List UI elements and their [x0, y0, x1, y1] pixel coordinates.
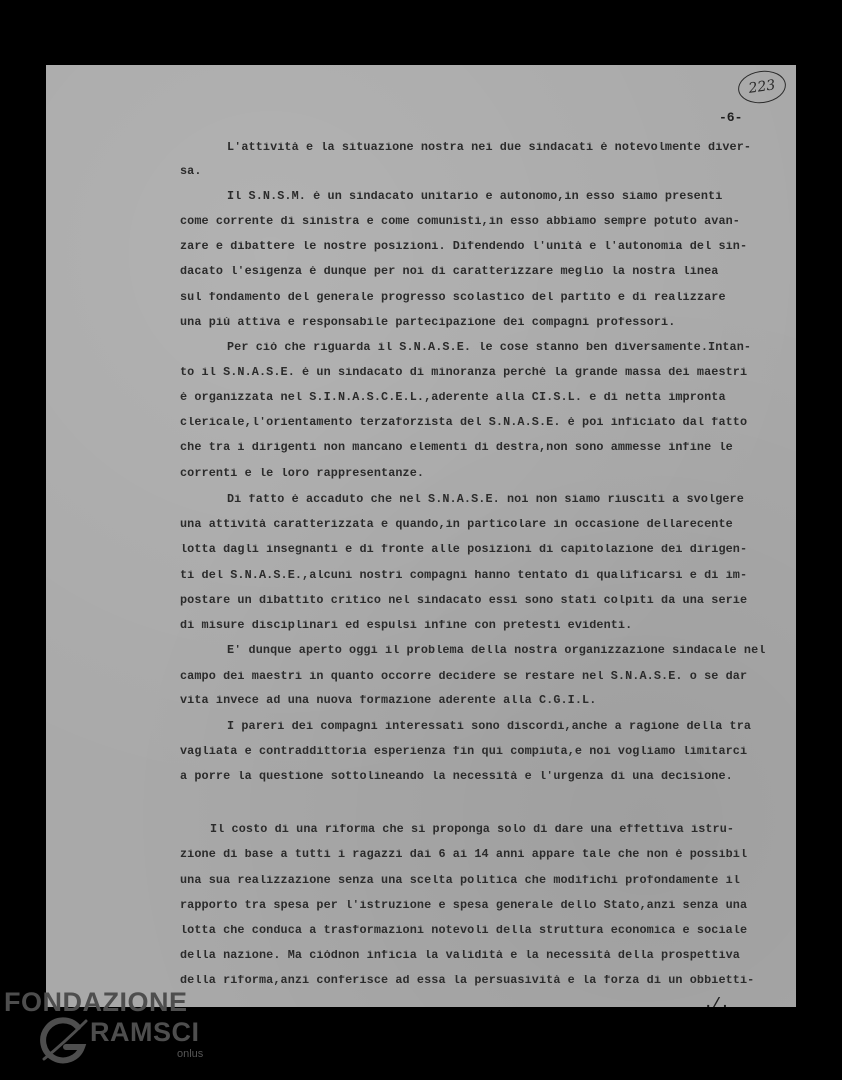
- text-line: sul fondamento del generale progresso scolastico del partito e di realizzare: [180, 292, 726, 304]
- gramsci-g-icon: [38, 1013, 90, 1065]
- text-line: a porre la questione sottolineando la necessità e l'urgenza di una decisione.: [180, 771, 733, 783]
- text-line: dacato l'esigenza è dunque per noi di caratterizzare meglio la nostra linea: [180, 266, 719, 278]
- text-line: zione di base a tutti i ragazzi dai 6 ai 14 anni appare tale che non è possibil: [180, 849, 748, 861]
- text-line: zare e dibattere le nostre posizioni. Difendendo l'unità e l'autonomia del sin-: [180, 241, 748, 253]
- text-line: sa.: [180, 166, 202, 178]
- text-line: I pareri dei compagni interessati sono discordi,anche a ragione della tra: [227, 721, 752, 733]
- text-line: una attività caratterizzata e quando,in particolare in occasione dellarecente: [180, 519, 733, 531]
- text-line: campo dei maestri in quanto occorre decidere se restare nel S.N.A.S.E. o se dar: [180, 671, 748, 683]
- text-line: di misure disciplinari ed espulsi infine con pretesti evidenti.: [180, 620, 633, 632]
- text-line: una più attiva e responsabile partecipazione dei compagni professori.: [180, 317, 676, 329]
- text-line: clericale,l'orientamento terzaforzista del S.N.A.S.E. è poi inficiato dal fatto: [180, 417, 748, 429]
- document-page: [46, 65, 796, 1007]
- text-line: rapporto tra spesa per l'istruzione e spesa generale dello Stato,anzi senza una: [180, 900, 748, 912]
- text-line: correnti e le loro rappresentanze.: [180, 468, 425, 480]
- watermark-line-3: onlus: [177, 1048, 204, 1060]
- text-line: lotta dagli insegnanti e di fronte alle posizioni di capitolazione dei dirigen-: [180, 544, 748, 556]
- fondazione-gramsci-watermark: [4, 985, 224, 1075]
- page-number: -6-: [719, 110, 743, 125]
- watermark-line-2: RAMSCI: [90, 1017, 200, 1047]
- text-line: Il S.N.S.M. è un sindacato unitario e autonomo,in esso siamo presenti: [227, 191, 723, 203]
- text-line: Per ciò che riguarda il S.N.A.S.E. le cose stanno ben diversamente.Intan-: [227, 342, 752, 354]
- archive-number-stamp: 223: [736, 68, 788, 106]
- text-line: postare un dibattito critico nel sindacato essi sono stati colpiti da una serie: [180, 595, 748, 607]
- text-line: della nazione. Ma ciòdnon inficia la validità e la necessità della prospettiva: [180, 950, 740, 962]
- continuation-mark: ./.: [704, 996, 730, 1007]
- text-line: è organizzata nel S.I.N.A.S.C.E.L.,aderente alla CI.S.L. e di netta impronta: [180, 392, 726, 404]
- text-line: Di fatto è accaduto che nel S.N.A.S.E. noi non siamo riusciti a svolgere: [227, 494, 744, 506]
- watermark-line-1: FONDAZIONE: [4, 987, 188, 1017]
- text-line: Il costo di una riforma che si proponga solo di dare una effettiva istru-: [210, 824, 735, 836]
- text-line: della riforma,anzi conferisce ad essa la persuasività e la forza di un obbietti-: [180, 975, 755, 987]
- text-line: lotta che conduca a trasformazioni notevoli della struttura economica e sociale: [180, 925, 748, 937]
- text-line: L'attività e la situazione nostra nei due sindacati è notevolmente diver-: [227, 142, 752, 154]
- text-line: E' dunque aperto oggi il problema della nostra organizzazione sindacale nel: [227, 645, 766, 657]
- text-line: come corrente di sinistra e come comunisti,in esso abbiamo sempre potuto avan-: [180, 216, 740, 228]
- text-line: vita invece ad una nuova formazione aderente alla C.G.I.L.: [180, 695, 597, 707]
- text-line: vagliata e contraddittoria esperienza fin qui compiuta,e noi vogliamo limitarci: [180, 746, 748, 758]
- text-line: to il S.N.A.S.E. è un sindacato di minoranza perchè la grande massa dei maestri: [180, 367, 748, 379]
- text-line: ti del S.N.A.S.E.,alcuni nostri compagni hanno tentato di qualificarsi e di im-: [180, 570, 748, 582]
- text-line: che tra i dirigenti non mancano elementi di destra,non sono ammesse infine le: [180, 442, 733, 454]
- text-line: una sua realizzazione senza una scelta politica che modifichi profondamente il: [180, 875, 740, 887]
